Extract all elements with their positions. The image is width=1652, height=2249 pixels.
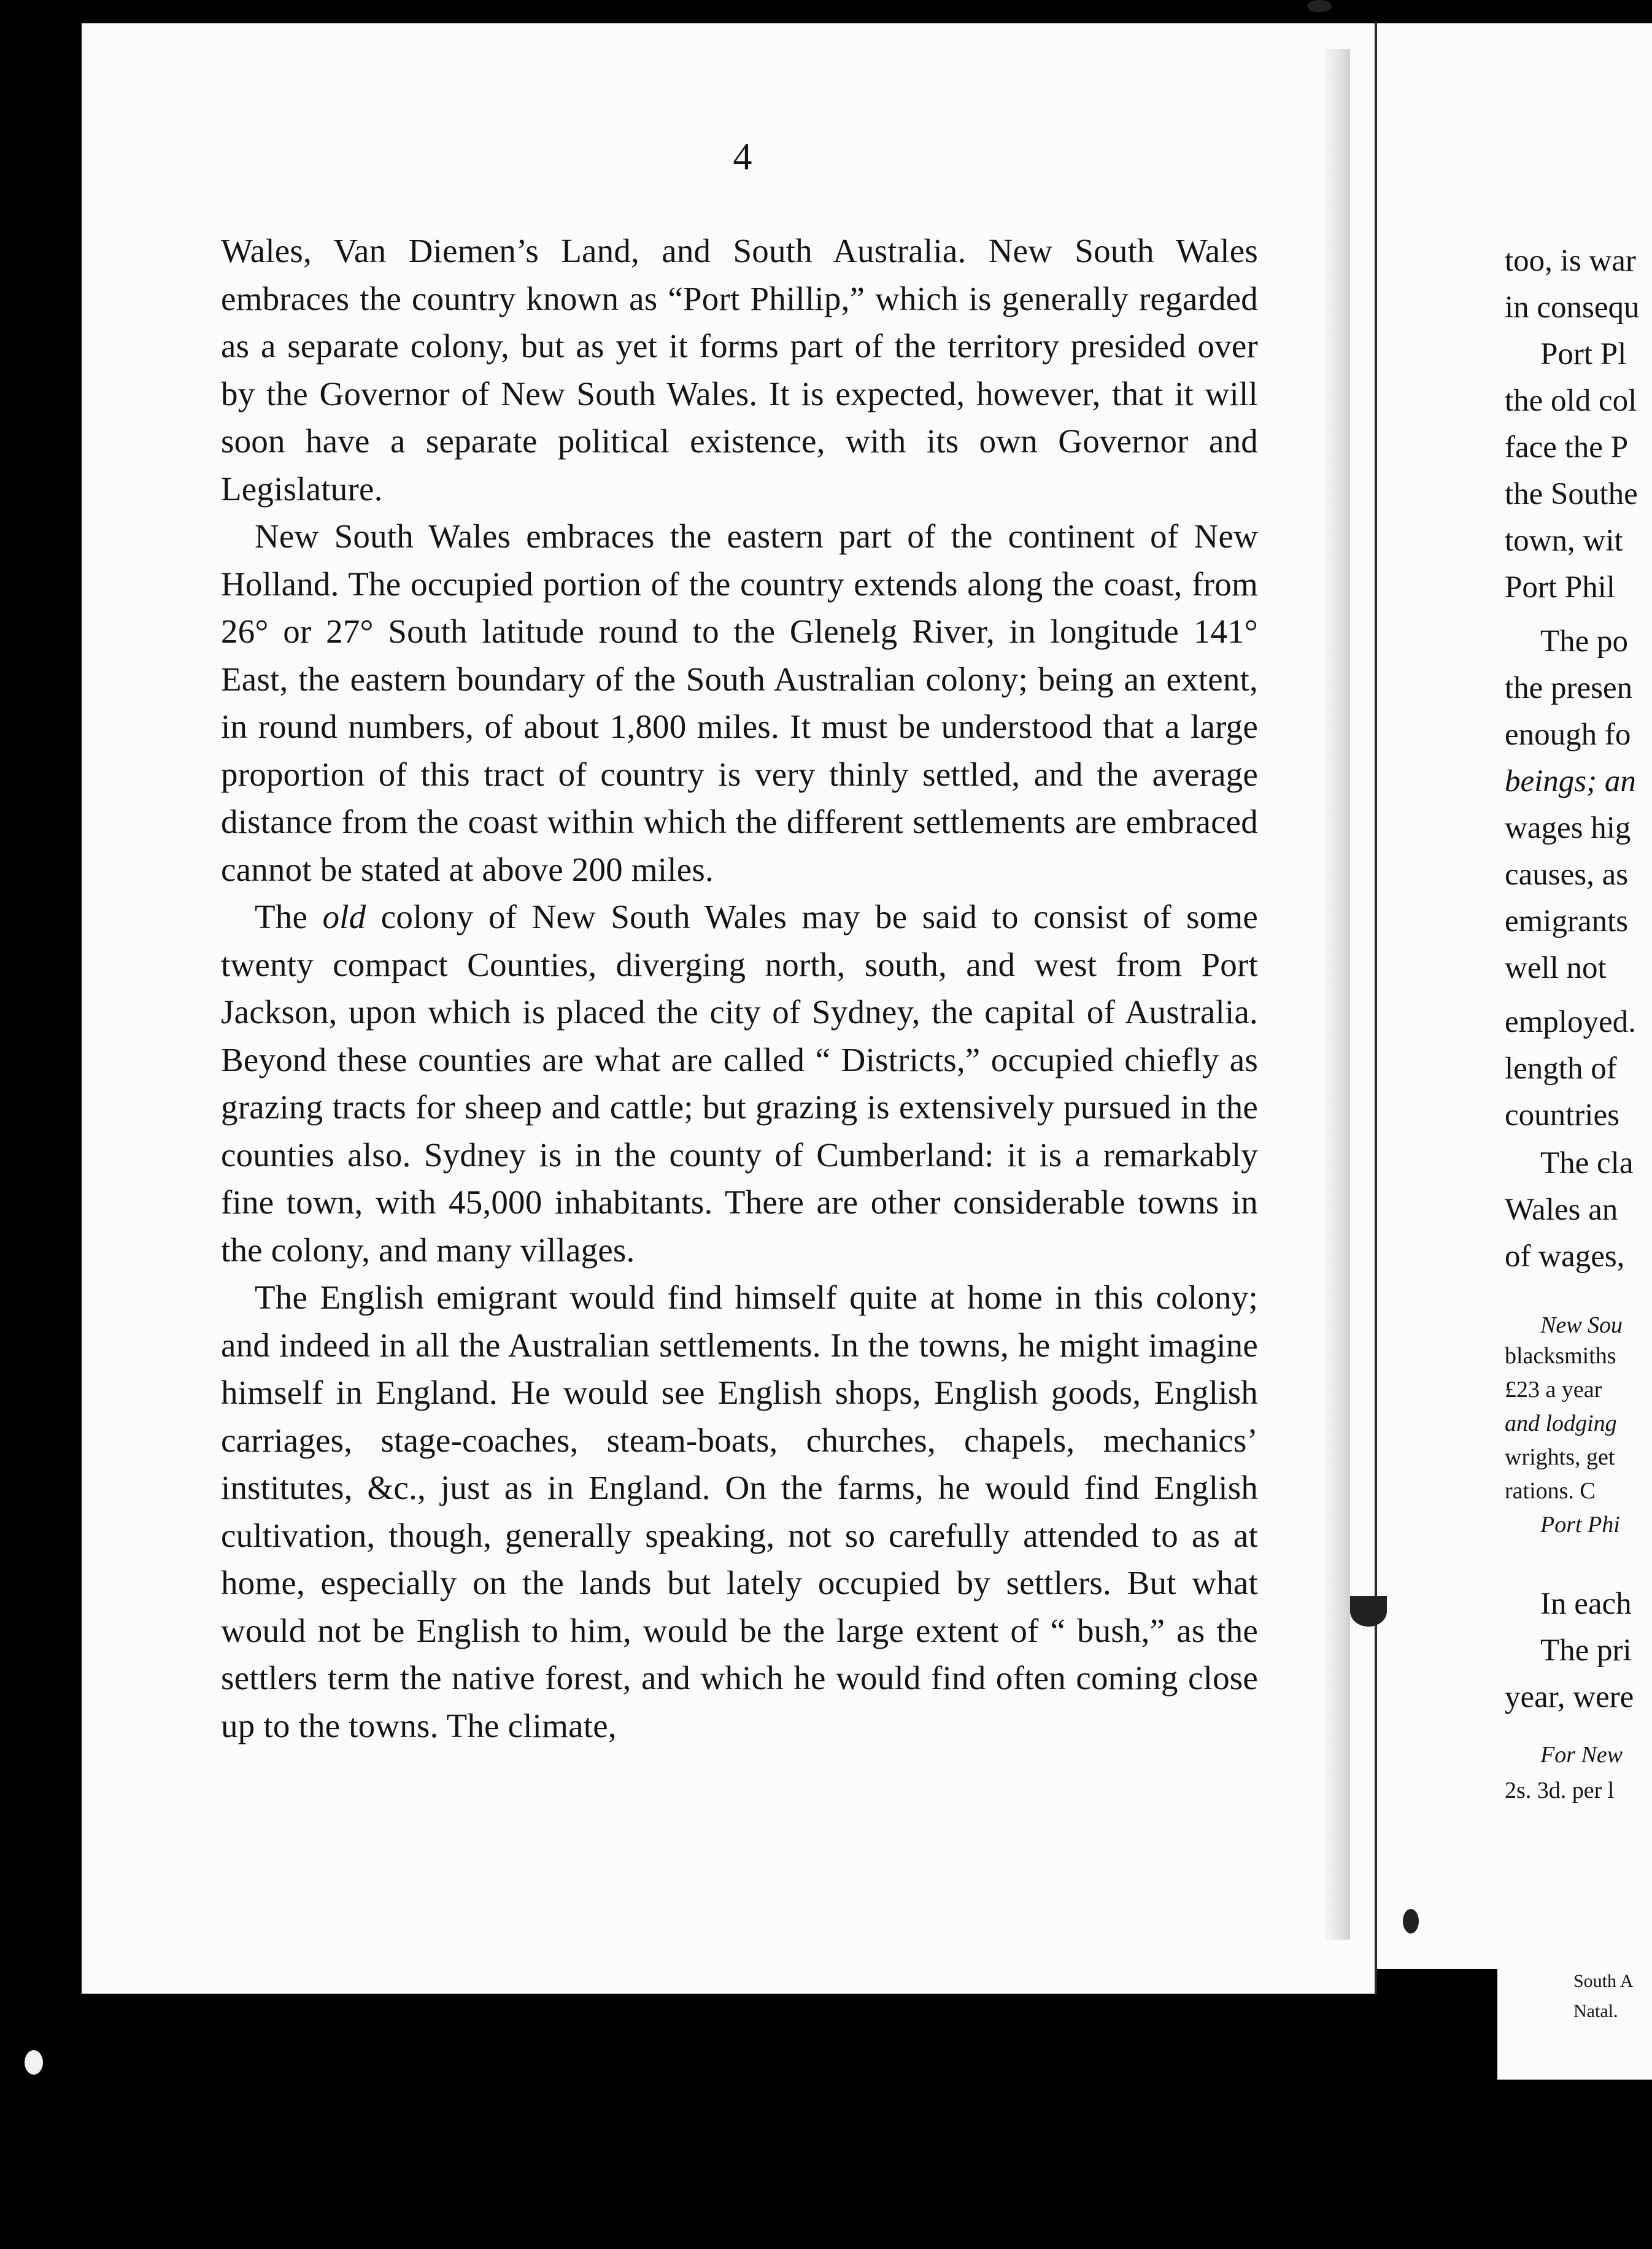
right-line: the Southe [1505,477,1638,511]
right-line: causes, as [1505,857,1629,892]
right-page-text [1505,0,1652,2249]
right-line: too, is war [1505,244,1636,278]
right-line: town, wit [1505,524,1623,558]
right-line: employed. [1505,1005,1636,1039]
right-line: well not [1505,951,1607,985]
right-line: length of [1505,1051,1617,1086]
right-line: the old col [1505,384,1637,418]
paragraph-old-colony-lead: The [255,898,323,935]
right-line: countries [1505,1098,1619,1132]
paragraph-old-colony-rest: colony of New South Wales may be said to consist of some twenty compact Counties, diverging north, south, and west from Port Jackson, upon which is placed the city of Sydney, the capital of Australia. Beyond these counties are what are called “ Districts,” occupied chiefly as grazing tracts for sheep and cattle; but grazing is extensively pursued in the counties also. Sydney is in the county of Cumberland: it is a remarkably fine town, with 45,000 inhabitants. There are other considerable towns in the colony, and many villages. [221,898,1258,1269]
paragraph-old-colony [221,893,1258,1274]
right-line: In each [1540,1587,1632,1621]
right-footnote-line: 2s. 3d. per l [1505,1778,1615,1803]
paragraph-continuation: Wales, Van Diemen’s Land, and South Australia. New South Wales embraces the country known as “Port Phillip,” which is generally regarded as a separate colony, but as yet it forms part of the territory presided over by the Governor of New South Wales. It is expected, however, that it will soon have a separate political existence, with its own Governor and Legislature. [221,232,1258,508]
right-footnote-line: blacksmiths [1505,1343,1616,1369]
right-line: enough fo [1505,718,1631,752]
right-line: the presen [1505,671,1633,705]
right-line: Port Phil [1505,570,1615,605]
right-line: The pri [1540,1633,1632,1668]
page-gutter [1326,49,1350,1940]
right-line: wages hig [1505,811,1631,845]
right-line: The po [1540,624,1629,659]
emphasis-old: old [322,898,366,935]
corner-blemish [25,2050,43,2075]
right-line: Wales an [1505,1193,1618,1227]
right-footnote-line: and lodging [1505,1411,1617,1436]
right-line: beings; an [1505,764,1636,799]
right-footnote-line: Port Phi [1540,1512,1620,1538]
gutter-blemish [1350,1596,1387,1627]
left-page-text [221,227,1258,1749]
right-footnote-line: rations. C [1505,1478,1596,1504]
right-footnote-line: £23 a year [1505,1377,1602,1403]
right-footnote-line: New Sou [1540,1312,1623,1338]
gutter-blemish [1403,1909,1419,1934]
paragraph-english-emigrant: The English emigrant would find himself quite at home in this colony; and indeed in all the Australian settlements. In the towns, he might imagine himself in England. He would see English shops, English goods, English carriages, stage-coaches, steam-boats, churches, chapels, mechanics’ institutes, &c., just as in England. On the farms, he would find English cultivation, though, generally speaking, not so carefully attended to as at home, especially on the lands but lately occupied by settlers. But what would not be English to him, would be the large extent of “ bush,” as the settlers term the native forest, and which he would find often coming close up to the towns. The climate, [221,1279,1258,1744]
paragraph-new-south-wales: New South Wales embraces the eastern part of the continent of New Holland. The occupied portion of the country extends along the coast, from 26° or 27° South latitude round to the Glenelg River, in longitude 141° East, the eastern boundary of the South Australian colony; being an extent, in round numbers, of about 1,800 miles. It must be understood that a large proportion of this tract of country is very thinly settled, and the average distance from the coast within which the different settlements are embraced cannot be stated at above 200 miles. [221,517,1258,888]
right-footnote-line: For New [1540,1742,1623,1768]
right-line: of wages, [1505,1239,1625,1274]
page-number: 4 [733,136,752,178]
right-line: emigrants [1505,904,1629,939]
right-footnote-line: Natal. [1573,2001,1618,2021]
right-footnote-line: wrights, get [1505,1444,1615,1470]
right-line: face the P [1505,430,1629,465]
right-line: year, were [1505,1680,1634,1714]
right-line: The cla [1540,1146,1634,1180]
top-edge-blemish [1307,0,1332,12]
right-footnote-line: South A [1573,1971,1634,1991]
right-line: Port Pl [1540,337,1627,371]
right-line: in consequ [1505,290,1640,325]
